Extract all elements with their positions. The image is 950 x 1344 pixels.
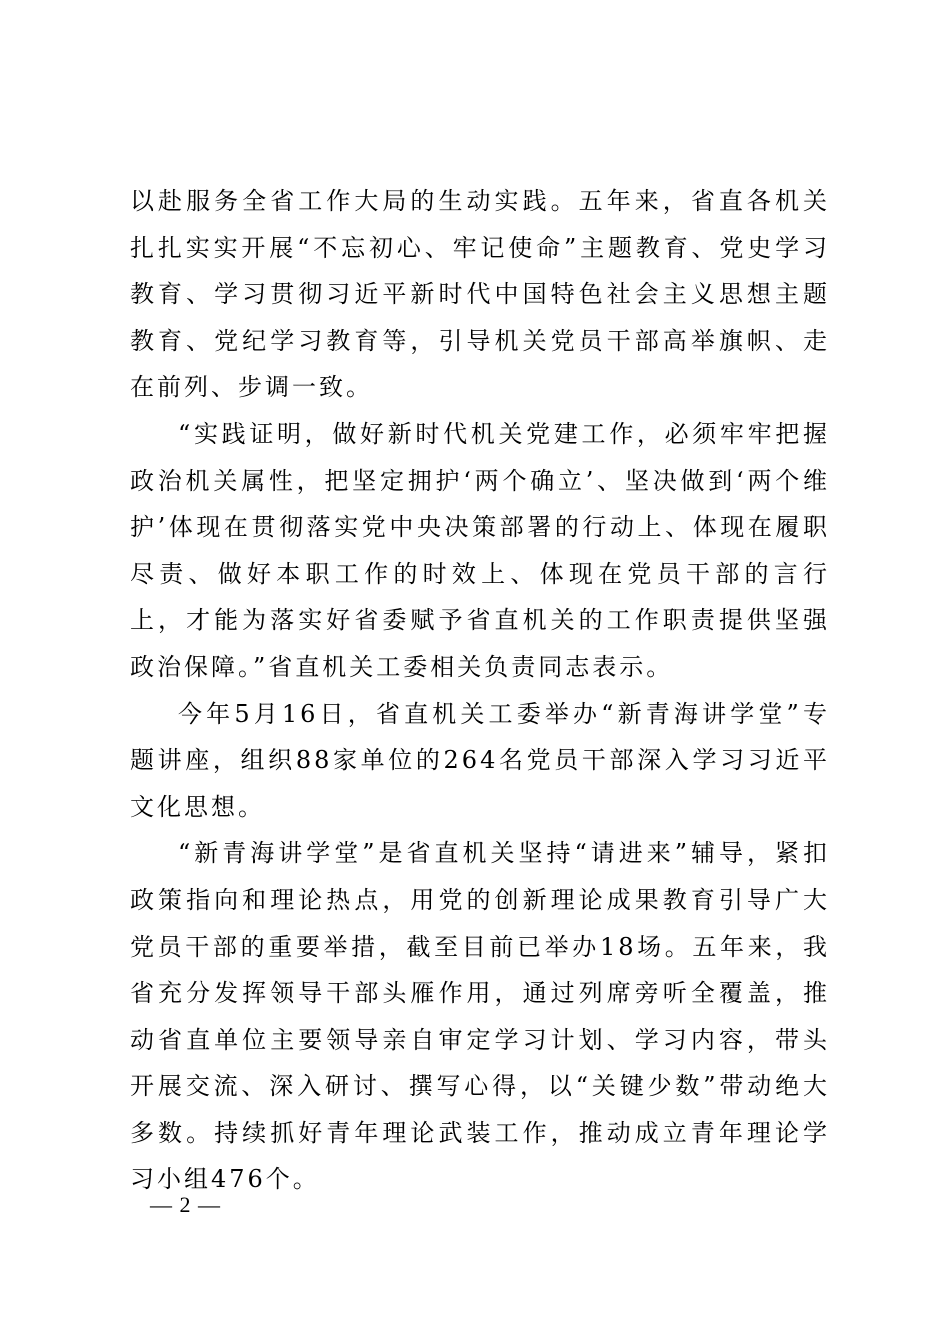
paragraph-4: “新青海讲学堂”是省直机关坚持“请进来”辅导，紧扣政策指向和理论热点，用党的创新理论成果教育引导广大党员干部的重要举措，截至目前已举办18场。五年来，我省充分发挥领导干部头雁作用，通过列席旁听全覆盖，推动省直单位主要领导亲自审定学习计划、学习内容，带头开展交流、深入研讨、撰写心得，以“关键少数”带动绝大多数。持续抓好青年理论武装工作，推动成立青年理论学习小组476个。 <box>130 839 830 1194</box>
paragraph-3: 今年5月16日，省直机关工委举办“新青海讲学堂”专题讲座，组织88家单位的264名党员干部深入学习习近平文化思想。 <box>130 699 830 821</box>
page-number: — 2 — <box>150 1192 221 1217</box>
paragraph-1: 以赴服务全省工作大局的生动实践。五年来，省直各机关扎扎实实开展“不忘初心、牢记使命”主题教育、党史学习教育、学习贯彻习近平新时代中国特色社会主义思想主题教育、党纪学习教育等，引导机关党员干部高举旗帜、走在前列、步调一致。 <box>130 187 830 402</box>
document-body <box>130 178 830 1203</box>
paragraph-2: “实践证明，做好新时代机关党建工作，必须牢牢把握政治机关属性，把坚定拥护‘两个确立’、坚决做到‘两个维护’体现在贯彻落实党中央决策部署的行动上、体现在履职尽责、做好本职工作的时效上、体现在党员干部的言行上，才能为落实好省委赋予省直机关的工作职责提供坚强政治保障。”省直机关工委相关负责同志表示。 <box>130 419 830 681</box>
